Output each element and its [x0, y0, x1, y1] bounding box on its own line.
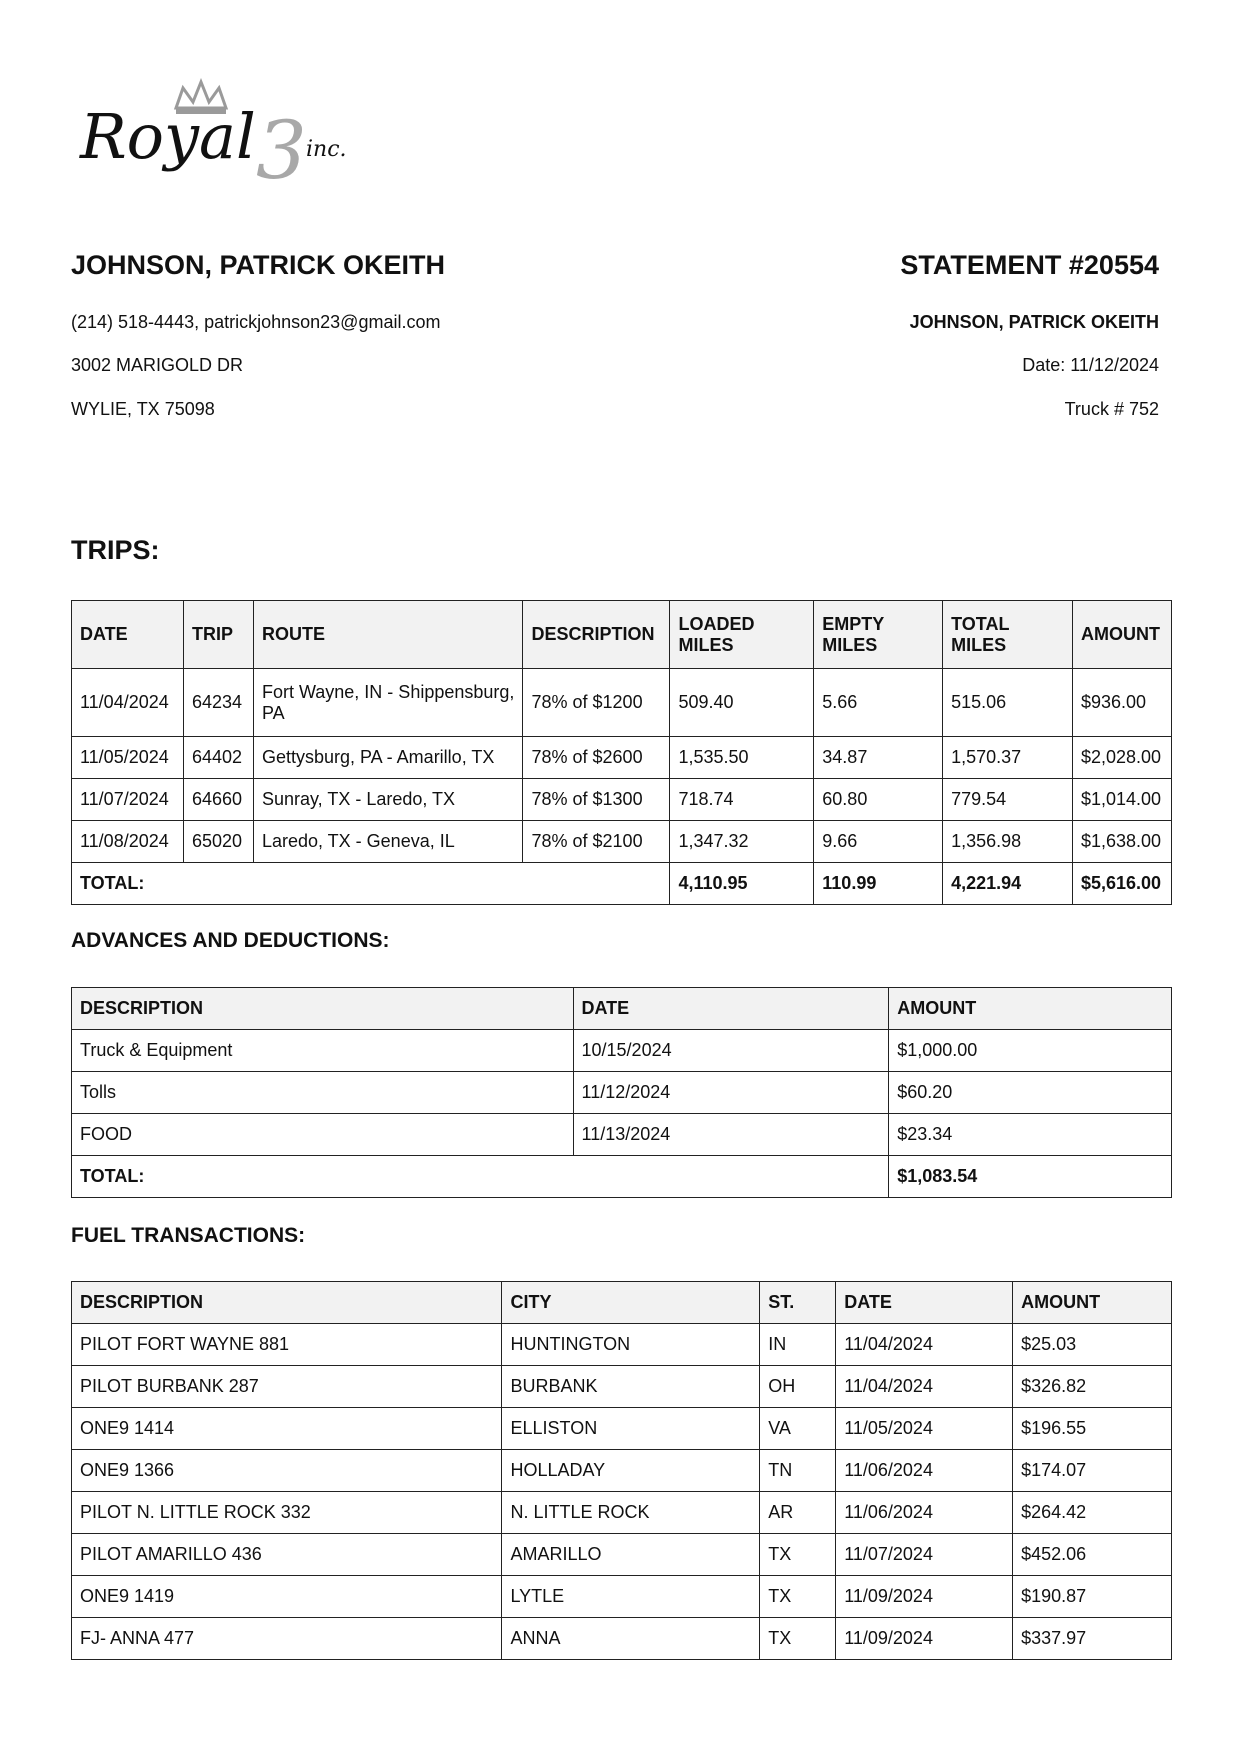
cell-amount: $264.42 — [1013, 1492, 1172, 1534]
cell-amount: $326.82 — [1013, 1366, 1172, 1408]
cell-trip: 64660 — [183, 779, 253, 821]
cell-route: Laredo, TX - Geneva, IL — [253, 821, 523, 863]
cell-description: ONE9 1419 — [72, 1576, 502, 1618]
table-row — [72, 1618, 1172, 1660]
table-row — [72, 1324, 1172, 1366]
table-row — [72, 669, 1172, 737]
table-row — [72, 821, 1172, 863]
cell-city: AMARILLO — [502, 1534, 760, 1576]
cell-state: IN — [760, 1324, 836, 1366]
cell-amount: $452.06 — [1013, 1534, 1172, 1576]
table-row — [72, 1030, 1172, 1072]
cell-description: PILOT BURBANK 287 — [72, 1366, 502, 1408]
cell-total-miles: 779.54 — [943, 779, 1073, 821]
cell-state: OH — [760, 1366, 836, 1408]
statement-date: Date: 11/12/2024 — [1022, 355, 1159, 375]
cell-date: 11/12/2024 — [573, 1072, 889, 1114]
driver-contact: (214) 518-4443, patrickjohnson23@gmail.com — [71, 312, 441, 332]
cell-state: TX — [760, 1618, 836, 1660]
advances-total-row — [72, 1156, 1172, 1198]
total-miles: 4,221.94 — [943, 863, 1073, 905]
cell-date: 11/04/2024 — [836, 1366, 1013, 1408]
cell-loaded-miles: 1,347.32 — [670, 821, 814, 863]
cell-loaded-miles: 718.74 — [670, 779, 814, 821]
total-label: TOTAL: — [72, 1156, 889, 1198]
cell-empty-miles: 34.87 — [814, 737, 943, 779]
total-amount: $1,083.54 — [889, 1156, 1172, 1198]
table-row — [72, 1534, 1172, 1576]
cell-date: 11/06/2024 — [836, 1450, 1013, 1492]
col-amount: AMOUNT — [1013, 1282, 1172, 1324]
table-row — [72, 1114, 1172, 1156]
cell-date: 11/06/2024 — [836, 1492, 1013, 1534]
total-label: TOTAL: — [72, 863, 670, 905]
cell-total-miles: 515.06 — [943, 669, 1073, 737]
cell-empty-miles: 5.66 — [814, 669, 943, 737]
col-total-miles: TOTAL MILES — [943, 601, 1073, 669]
cell-trip: 64234 — [183, 669, 253, 737]
table-header-row — [72, 988, 1172, 1030]
table-row — [72, 1366, 1172, 1408]
statement-driver-name: JOHNSON, PATRICK OKEITH — [909, 312, 1159, 332]
cell-date: 11/07/2024 — [72, 779, 184, 821]
advances-table — [71, 987, 1172, 1198]
cell-description: FJ- ANNA 477 — [72, 1618, 502, 1660]
col-amount: AMOUNT — [1072, 601, 1171, 669]
cell-trip: 64402 — [183, 737, 253, 779]
cell-trip: 65020 — [183, 821, 253, 863]
col-route: ROUTE — [253, 601, 523, 669]
cell-description: 78% of $1300 — [523, 779, 670, 821]
cell-date: 11/04/2024 — [72, 669, 184, 737]
cell-empty-miles: 60.80 — [814, 779, 943, 821]
cell-amount: $1,014.00 — [1072, 779, 1171, 821]
logo-suffix: inc. — [306, 137, 347, 162]
col-description: DESCRIPTION — [523, 601, 670, 669]
fuel-title: FUEL TRANSACTIONS: — [71, 1224, 306, 1247]
cell-route: Fort Wayne, IN - Shippensburg, PA — [253, 669, 523, 737]
col-description: DESCRIPTION — [72, 1282, 502, 1324]
cell-route: Gettysburg, PA - Amarillo, TX — [253, 737, 523, 779]
table-row — [72, 1492, 1172, 1534]
trips-title: TRIPS: — [71, 535, 160, 565]
table-row — [72, 1576, 1172, 1618]
col-city: CITY — [502, 1282, 760, 1324]
cell-description: ONE9 1366 — [72, 1450, 502, 1492]
trips-table — [71, 600, 1172, 905]
cell-amount: $174.07 — [1013, 1450, 1172, 1492]
col-date: DATE — [72, 601, 184, 669]
cell-description: PILOT N. LITTLE ROCK 332 — [72, 1492, 502, 1534]
table-row — [72, 1072, 1172, 1114]
cell-amount: $190.87 — [1013, 1576, 1172, 1618]
driver-address-line2: WYLIE, TX 75098 — [71, 399, 215, 419]
fuel-table — [71, 1281, 1172, 1660]
cell-city: ANNA — [502, 1618, 760, 1660]
logo-main: Royal — [80, 100, 256, 173]
cell-state: TX — [760, 1576, 836, 1618]
cell-state: VA — [760, 1408, 836, 1450]
cell-amount: $23.34 — [889, 1114, 1172, 1156]
col-empty-miles: EMPTY MILES — [814, 601, 943, 669]
statement-number: STATEMENT #20554 — [900, 250, 1159, 280]
cell-amount: $196.55 — [1013, 1408, 1172, 1450]
cell-date: 11/04/2024 — [836, 1324, 1013, 1366]
cell-state: TN — [760, 1450, 836, 1492]
table-header-row — [72, 601, 1172, 669]
cell-description: Truck & Equipment — [72, 1030, 574, 1072]
col-state: ST. — [760, 1282, 836, 1324]
cell-amount: $1,000.00 — [889, 1030, 1172, 1072]
cell-date: 11/07/2024 — [836, 1534, 1013, 1576]
cell-amount: $936.00 — [1072, 669, 1171, 737]
cell-city: LYTLE — [502, 1576, 760, 1618]
col-date: DATE — [836, 1282, 1013, 1324]
cell-date: 11/13/2024 — [573, 1114, 889, 1156]
total-amount: $5,616.00 — [1072, 863, 1171, 905]
cell-date: 11/05/2024 — [836, 1408, 1013, 1450]
table-row — [72, 1408, 1172, 1450]
cell-description: PILOT AMARILLO 436 — [72, 1534, 502, 1576]
cell-city: BURBANK — [502, 1366, 760, 1408]
cell-loaded-miles: 1,535.50 — [670, 737, 814, 779]
cell-description: 78% of $2100 — [523, 821, 670, 863]
cell-date: 11/09/2024 — [836, 1618, 1013, 1660]
cell-date: 11/09/2024 — [836, 1576, 1013, 1618]
col-date: DATE — [573, 988, 889, 1030]
trips-total-row — [72, 863, 1172, 905]
cell-loaded-miles: 509.40 — [670, 669, 814, 737]
cell-city: HOLLADAY — [502, 1450, 760, 1492]
total-empty-miles: 110.99 — [814, 863, 943, 905]
cell-amount: $60.20 — [889, 1072, 1172, 1114]
cell-city: N. LITTLE ROCK — [502, 1492, 760, 1534]
advances-title: ADVANCES AND DEDUCTIONS: — [71, 929, 390, 952]
cell-total-miles: 1,356.98 — [943, 821, 1073, 863]
total-loaded-miles: 4,110.95 — [670, 863, 814, 905]
col-loaded-miles: LOADED MILES — [670, 601, 814, 669]
cell-description: 78% of $2600 — [523, 737, 670, 779]
table-header-row — [72, 1282, 1172, 1324]
cell-date: 11/08/2024 — [72, 821, 184, 863]
cell-amount: $1,638.00 — [1072, 821, 1171, 863]
col-trip: TRIP — [183, 601, 253, 669]
driver-name: JOHNSON, PATRICK OKEITH — [71, 250, 446, 280]
col-amount: AMOUNT — [889, 988, 1172, 1030]
cell-route: Sunray, TX - Laredo, TX — [253, 779, 523, 821]
cell-description: 78% of $1200 — [523, 669, 670, 737]
table-row — [72, 737, 1172, 779]
cell-description: Tolls — [72, 1072, 574, 1114]
cell-amount: $25.03 — [1013, 1324, 1172, 1366]
cell-description: ONE9 1414 — [72, 1408, 502, 1450]
company-logo — [78, 78, 378, 188]
cell-city: ELLISTON — [502, 1408, 760, 1450]
cell-amount: $2,028.00 — [1072, 737, 1171, 779]
logo-number: 3 — [256, 104, 307, 188]
cell-total-miles: 1,570.37 — [943, 737, 1073, 779]
cell-state: AR — [760, 1492, 836, 1534]
truck-number: Truck # 752 — [1064, 399, 1159, 419]
cell-city: HUNTINGTON — [502, 1324, 760, 1366]
col-description: DESCRIPTION — [72, 988, 574, 1030]
cell-description: PILOT FORT WAYNE 881 — [72, 1324, 502, 1366]
cell-state: TX — [760, 1534, 836, 1576]
cell-date: 11/05/2024 — [72, 737, 184, 779]
cell-empty-miles: 9.66 — [814, 821, 943, 863]
cell-amount: $337.97 — [1013, 1618, 1172, 1660]
driver-address-line1: 3002 MARIGOLD DR — [71, 355, 244, 375]
cell-date: 10/15/2024 — [573, 1030, 889, 1072]
cell-description: FOOD — [72, 1114, 574, 1156]
table-row — [72, 1450, 1172, 1492]
table-row — [72, 779, 1172, 821]
